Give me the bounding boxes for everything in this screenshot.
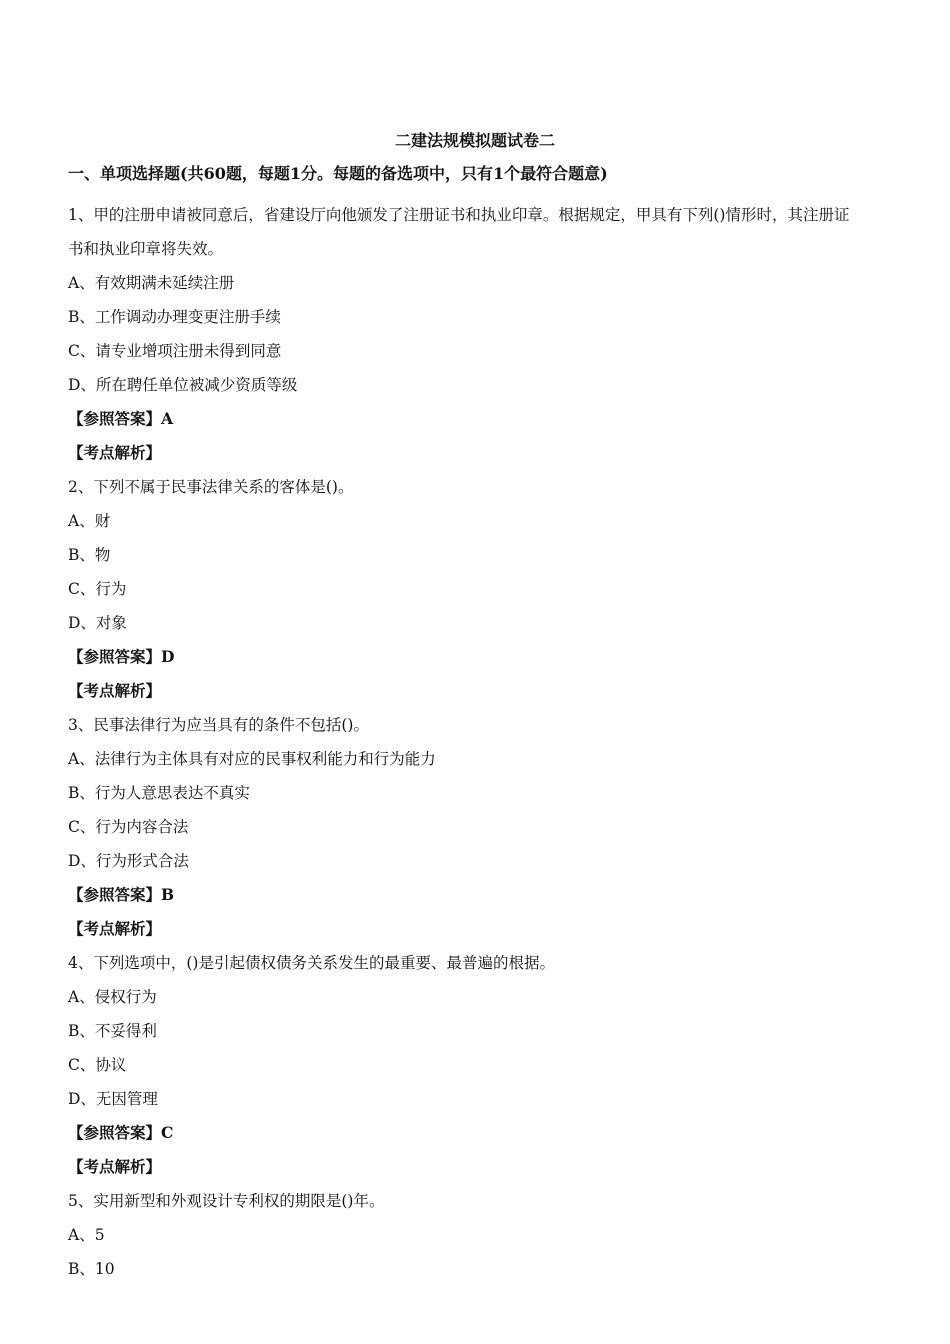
answer-label: 【参照答案】B: [68, 885, 175, 904]
option-a: A、5: [68, 1226, 105, 1244]
question-stem: 4、下列选项中，()是引起债权债务关系发生的最重要、最普遍的根据。: [68, 954, 555, 972]
option-a: A、侵权行为: [68, 988, 157, 1006]
option-b: B、物: [68, 546, 111, 564]
option-a: A、财: [68, 512, 111, 530]
option-c: C、行为: [68, 580, 127, 598]
option-c: C、请专业增项注册未得到同意: [68, 342, 282, 360]
question-stem: 3、民事法律行为应当具有的条件不包括()。: [68, 716, 369, 734]
analysis-label: 【考点解析】: [68, 443, 162, 462]
option-b: B、行为人意思表达不真实: [68, 784, 250, 802]
analysis-label: 【考点解析】: [68, 681, 162, 700]
section-heading: 一、单项选择题(共60题，每题1分。每题的备选项中，只有1个最符合题意): [68, 164, 608, 183]
option-a: A、有效期满未延续注册: [68, 274, 235, 292]
option-c: C、行为内容合法: [68, 818, 189, 836]
option-d: D、所在聘任单位被减少资质等级: [68, 376, 298, 394]
answer-label: 【参照答案】D: [68, 647, 175, 666]
option-d: D、无因管理: [68, 1090, 158, 1108]
question-stem: 1、甲的注册申请被同意后，省建设厅向他颁发了注册证书和执业印章。根据规定，甲具有下列()情形时，其注册证书和执业印章将失效。: [68, 206, 850, 258]
option-b: B、工作调动办理变更注册手续: [68, 308, 281, 326]
option-d: D、行为形式合法: [68, 852, 189, 870]
question-list: [68, 198, 868, 1286]
answer-label: 【参照答案】C: [68, 1123, 174, 1142]
question-stem: 5、实用新型和外观设计专利权的期限是()年。: [68, 1192, 385, 1210]
option-d: D、对象: [68, 614, 127, 632]
question-stem: 2、下列不属于民事法律关系的客体是()。: [68, 478, 354, 496]
option-c: C、协议: [68, 1056, 127, 1074]
option-b: B、不妥得利: [68, 1022, 157, 1040]
answer-label: 【参照答案】A: [68, 409, 174, 428]
analysis-label: 【考点解析】: [68, 919, 162, 938]
analysis-label: 【考点解析】: [68, 1157, 162, 1176]
document-title: 二建法规模拟题试卷二: [394, 131, 555, 150]
option-b: B、10: [68, 1260, 115, 1278]
option-a: A、法律行为主体具有对应的民事权利能力和行为能力: [68, 750, 436, 768]
